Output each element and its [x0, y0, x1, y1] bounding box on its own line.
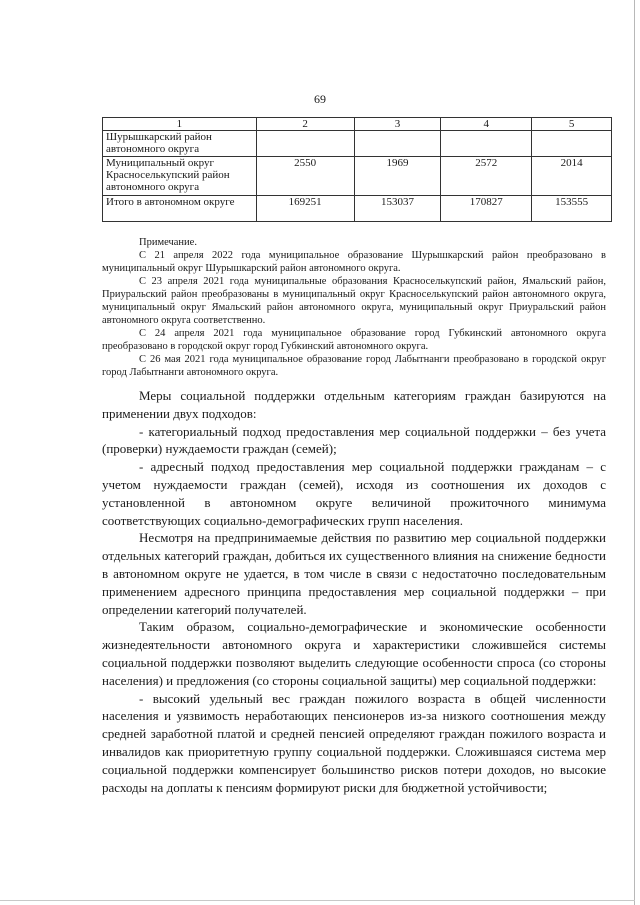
header-cell: 1 — [103, 118, 257, 131]
value-cell: 153555 — [532, 196, 612, 222]
note-item: С 24 апреля 2021 года муниципальное образование город Губкинский автономного округа преобразовано в городской округ город Губкинский автономного округа. — [102, 328, 606, 352]
note-item: С 23 апреля 2021 года муниципальные образования Красноселькупский район, Ямальский район, Приуральский район преобразованы в муниципальный округ Красноселькупский район автономного округа, муниципальный округ Ямальский район автономного округа, муниципальный округ Приуральский район автономного округа соответственно. — [102, 276, 606, 326]
table-row-total — [103, 196, 612, 222]
value-cell: 2572 — [441, 157, 532, 196]
paragraph: - адресный подход предоставления мер социальной поддержки гражданам – с учетом нуждаемости граждан (семей), исходя из соотношения их доходов с установленной в автономном округе величиной прожиточного минимума соответствующих социально-демографических групп населения. — [102, 459, 606, 528]
paragraph: Несмотря на предпринимаемые действия по развитию мер социальной поддержки отдельных категорий граждан, добиться их существенного влияния на снижение бедности в автономном округе не удается, в том числе в связи с недостаточно последовательным применением адресного принципа предоставления мер социальной поддержки – при определении категорий получателей. — [102, 530, 606, 617]
header-cell: 4 — [441, 118, 532, 131]
row-name-cell: Муниципальный округ Красноселькупский район автономного округа — [103, 157, 257, 196]
value-cell — [441, 131, 532, 157]
notes-title: Примечание. — [139, 237, 197, 248]
table-row — [103, 157, 612, 196]
value-cell — [354, 131, 441, 157]
page-number: 69 — [314, 92, 326, 106]
paragraph: - категориальный подход предоставления мер социальной поддержки – без учета (проверки) нуждаемости граждан (семей); — [102, 423, 606, 457]
value-cell — [532, 131, 612, 157]
row-name-cell: Итого в автономном округе — [103, 196, 257, 222]
table-row — [103, 131, 612, 157]
value-cell: 2550 — [256, 157, 354, 196]
header-cell: 2 — [256, 118, 354, 131]
page-edge-right — [634, 0, 635, 905]
value-cell: 169251 — [256, 196, 354, 222]
note-item: С 21 апреля 2022 года муниципальное образование Шурышкарский район преобразовано в муниципальный округ Шурышкарский район автономного округа. — [102, 250, 606, 274]
paragraph: Меры социальной поддержки отдельным категориям граждан базируются на применении двух подходов: — [102, 388, 606, 421]
row-name-cell: Шурышкарский район автономного округа — [103, 131, 257, 157]
value-cell: 170827 — [441, 196, 532, 222]
paragraph: - высокий удельный вес граждан пожилого возраста в общей численности населения и уязвимость неработающих пенсионеров из-за низкого соотношения между средней заработной платой и средней пенсией определяют граждан пожилого возраста и инвалидов как приоритетную группу социальной поддержки. Сложившаяся система мер социальной поддержки компенсирует большинство рисков потери доходов, но высокие расходы на доплаты к пенсиям формируют риски для бюджетной устойчивости; — [102, 690, 606, 795]
value-cell — [256, 131, 354, 157]
value-cell: 2014 — [532, 157, 612, 196]
value-cell: 153037 — [354, 196, 441, 222]
header-cell: 5 — [532, 118, 612, 131]
data-table — [102, 117, 612, 222]
table-header-row — [103, 118, 612, 131]
body-text — [102, 387, 606, 796]
note-item: С 26 мая 2021 года муниципальное образование город Лабытнанги преобразовано в городской округ город Лабытнанги автономного округа. — [102, 354, 606, 378]
notes-block — [102, 236, 606, 379]
page-edge-bottom — [0, 900, 635, 901]
value-cell: 1969 — [354, 157, 441, 196]
header-cell: 3 — [354, 118, 441, 131]
paragraph: Таким образом, социально-демографические и экономические особенности жизнедеятельности автономного округа и характеристики сложившейся системы социальной поддержки позволяют выделить следующие особенности спроса (со стороны населения) и предложения (со стороны социальной защиты) мер социальной поддержки: — [102, 619, 606, 688]
